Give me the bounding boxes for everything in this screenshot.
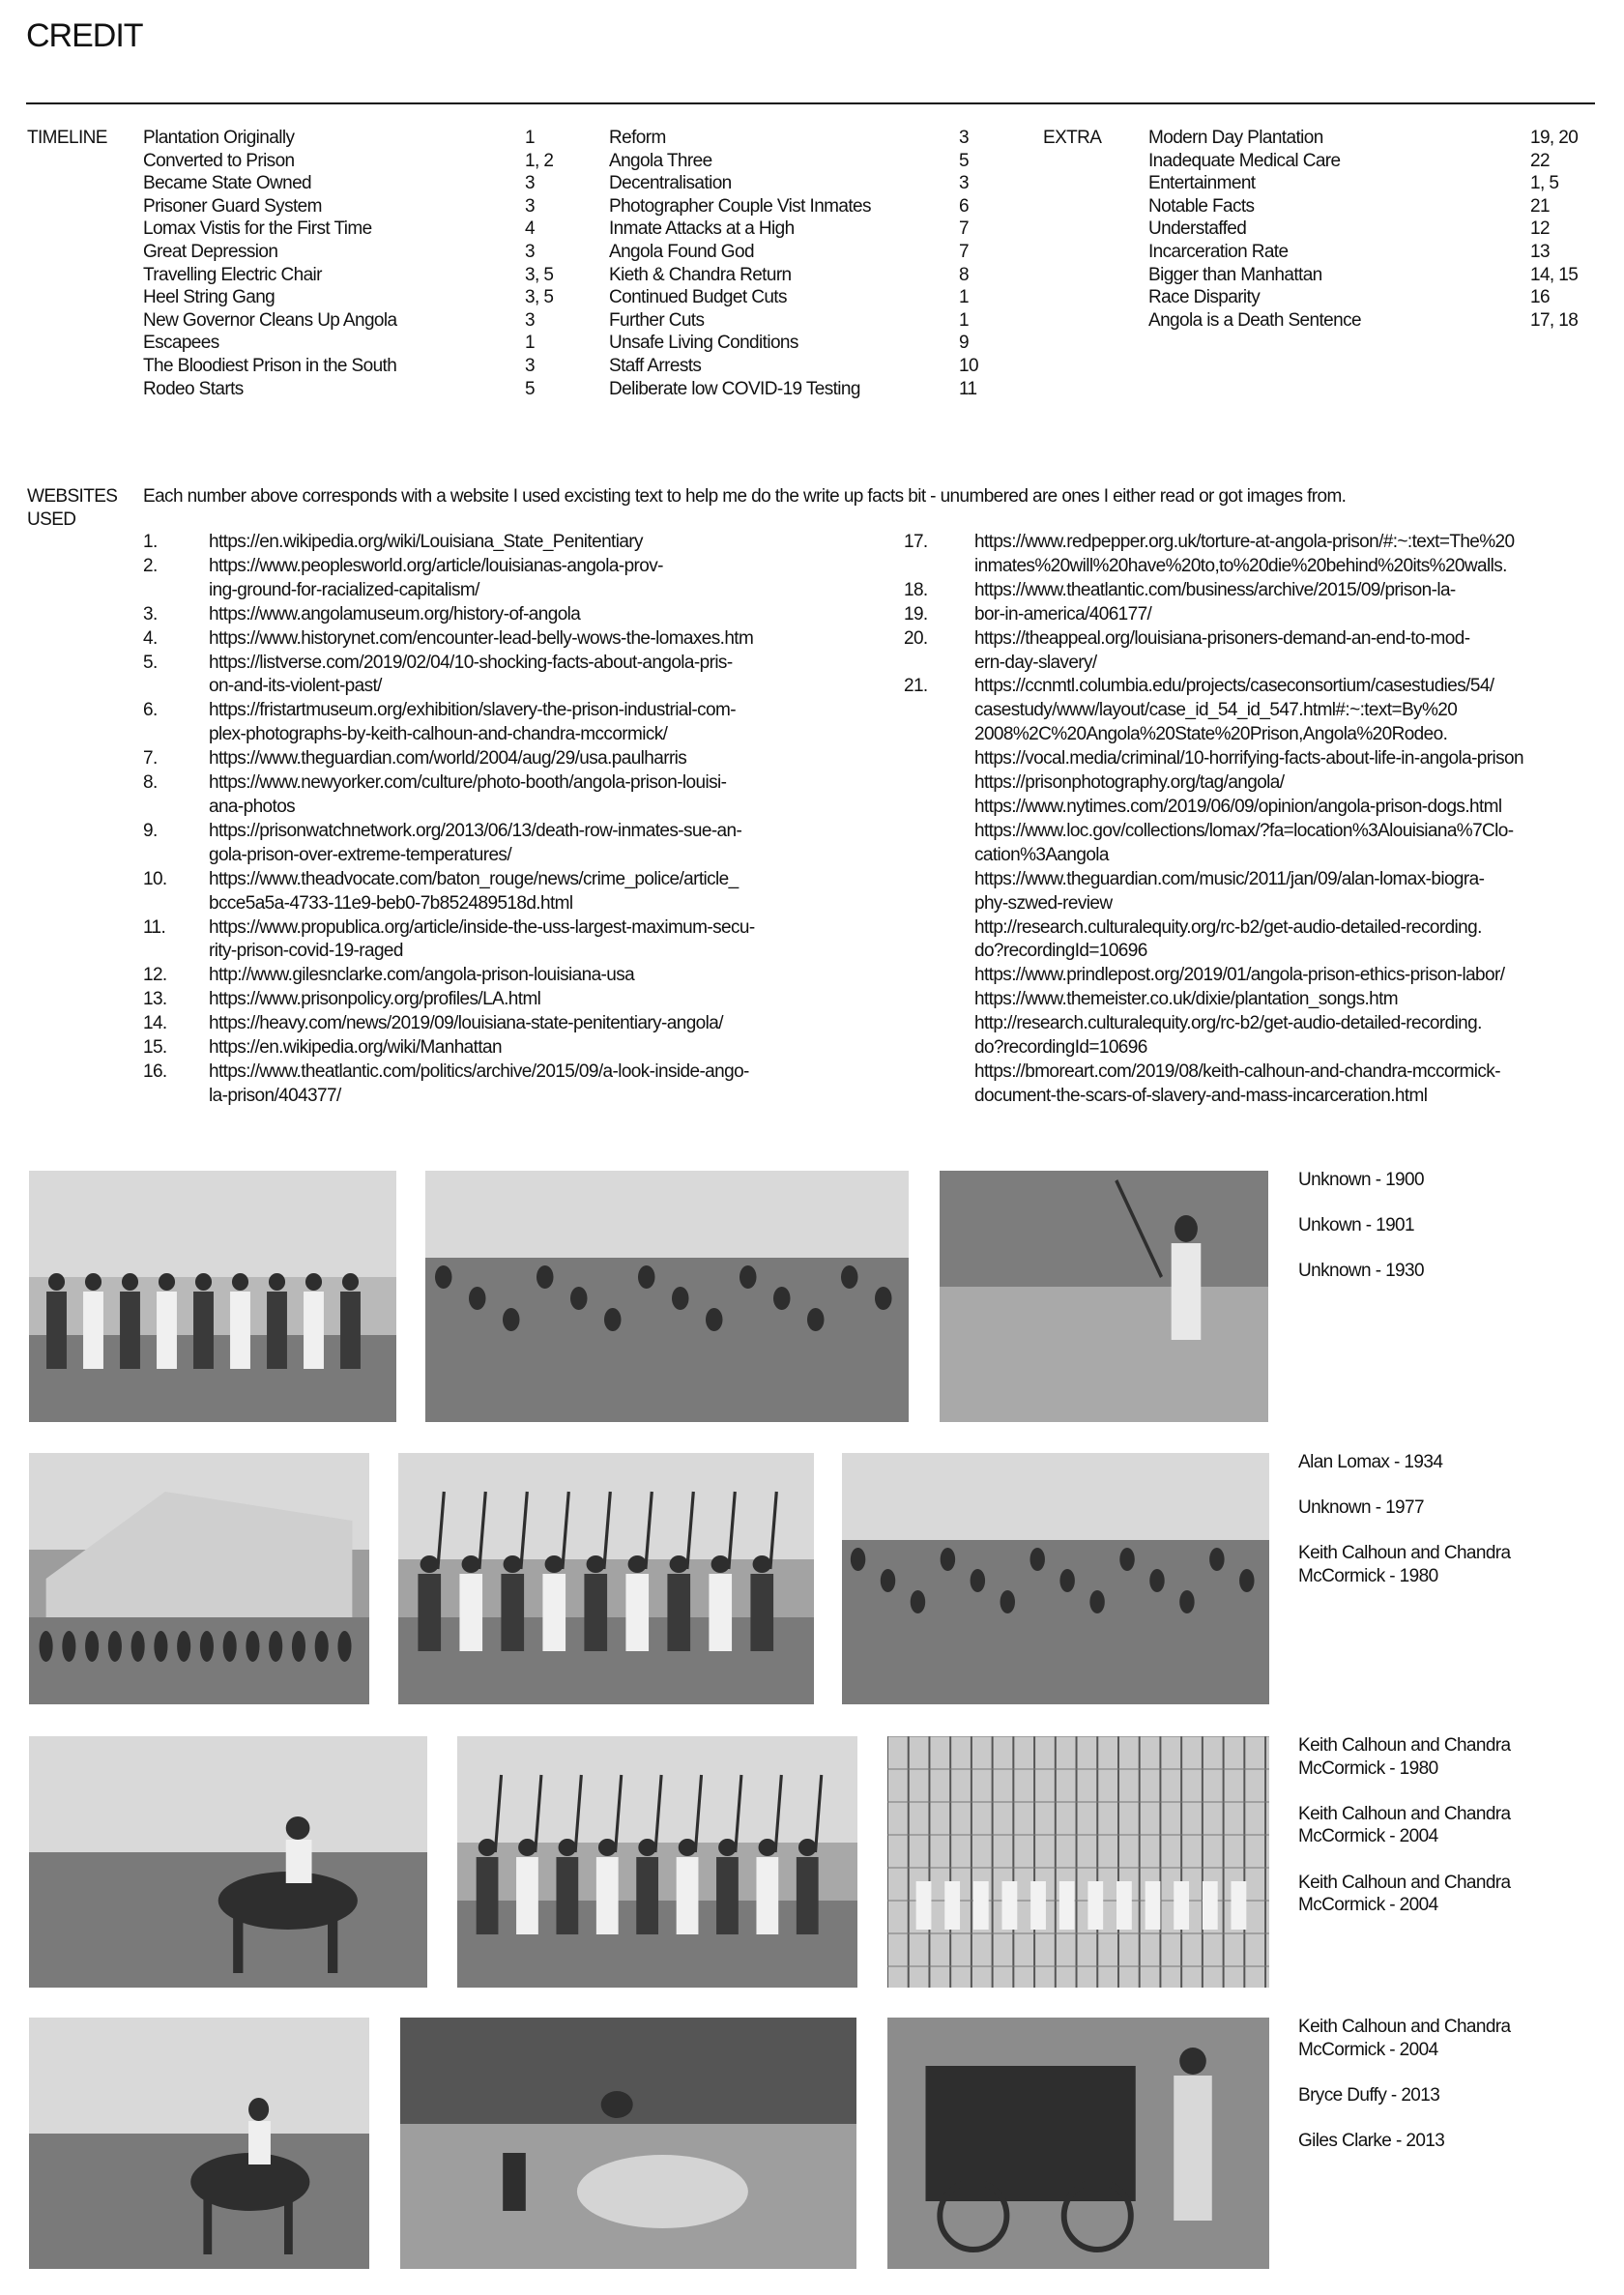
timeline-entry [143,241,549,264]
entry-title: Angola is a Death Sentence [1148,309,1361,331]
entry-ref: 4 [525,218,535,240]
entry-title: Decentralisation [609,173,732,194]
website-number: 17. [904,532,928,552]
entry-ref: 10 [959,355,978,376]
timeline-entry [143,378,549,401]
entry-title: Race Disparity [1148,287,1261,308]
photo-caption: Unknown - 1930 [1298,1261,1424,1282]
entry-title: Inmate Attacks at a High [609,218,795,240]
entry-ref: 3 [525,309,535,331]
photo-guard-rifle-1930 [940,1171,1268,1422]
website-item [904,1012,1595,1060]
entry-title: New Governor Cleans Up Angola [143,309,397,331]
timeline-entry [609,172,976,195]
website-item [143,820,820,868]
entry-ref: 1 [959,309,969,331]
website-item [904,820,1595,868]
entry-title: Notable Facts [1148,195,1255,217]
timeline-label: TIMELINE [27,128,107,148]
website-item [143,627,820,652]
website-item [904,531,1595,579]
entry-title: Became State Owned [143,173,312,194]
website-url: https://www.angolamuseum.org/history-of-angola [209,603,581,625]
timeline-entry [609,286,976,309]
website-url: https://listverse.com/2019/02/04/10-shocking-facts-about-angola-pris- on-and-its-violent-past/ [209,652,733,697]
entry-ref: 3, 5 [525,287,554,308]
website-url: bor-in-america/406177/ [974,603,1152,625]
timeline-entry [143,150,554,173]
entry-ref: 1, 2 [525,150,554,171]
website-number: 10. [143,868,167,889]
entry-title: Converted to Prison [143,150,295,171]
entry-title: Travelling Electric Chair [143,264,322,285]
extra-column [1148,127,1583,332]
entry-ref: 17, 18 [1530,309,1579,331]
website-url: https://www.nytimes.com/2019/06/09/opinion/angola-prison-dogs.html [974,796,1502,817]
website-url: https://www.peoplesworld.org/article/louisianas-angola-prov- ing-ground-for-racialized-capitalism/ [209,555,663,600]
website-item [143,531,820,555]
entry-title: Staff Arrests [609,355,702,376]
website-url: https://www.theatlantic.com/politics/archive/2015/09/a-look-inside-ango- la-prison/404377/ [209,1060,749,1106]
website-item [904,1060,1595,1109]
website-item [143,771,820,820]
title-divider [26,102,1595,104]
entry-ref: 3 [959,128,969,148]
entry-ref: 3 [525,195,535,217]
photo-workers-hoes-2004 [457,1736,857,1988]
entry-title: Prisoner Guard System [143,195,322,217]
timeline-column-2 [609,127,976,400]
timeline-entry [1148,218,1583,241]
photo-caption: Giles Clarke - 2013 [1298,2130,1445,2151]
photo-caption: Keith Calhoun and Chandra McCormick - 2004 [1298,2017,1511,2060]
website-number: 8. [143,772,158,794]
photo-caption: Unkown - 1901 [1298,1215,1414,1236]
website-number: 7. [143,748,158,770]
entry-ref: 11 [959,378,977,399]
website-url: http://research.culturalequity.org/rc-b2/get-audio-detailed-recording. do?recordingId=10696 [974,916,1482,962]
website-item [143,964,820,988]
website-item [143,868,820,916]
timeline-entry [143,355,549,378]
entry-ref: 5 [525,378,535,399]
website-url: https://www.propublica.org/article/inside-the-uss-largest-maximum-secu- rity-prison-covid-19-raged [209,916,755,962]
timeline-entry [609,332,976,355]
website-url: https://heavy.com/news/2019/09/louisiana-state-penitentiary-angola/ [209,1013,723,1034]
photo-caption: Keith Calhoun and Chandra McCormick - 2004 [1298,1803,1511,1847]
photo-caption: Keith Calhoun and Chandra McCormick - 1980 [1298,1543,1511,1586]
entry-title: Continued Budget Cuts [609,287,787,308]
website-item [904,964,1595,988]
website-number: 9. [143,820,158,841]
timeline-entry [143,332,549,355]
entry-ref: 3 [959,173,969,194]
website-item [143,1012,820,1036]
website-item [143,652,820,700]
timeline-entry [143,286,554,309]
entry-ref: 8 [959,264,969,285]
website-item [143,747,820,771]
entry-title: Incarceration Rate [1148,241,1289,262]
photo-convict-gang-1900 [29,1171,396,1422]
entry-ref: 13 [1530,241,1550,262]
entry-ref: 12 [1530,218,1550,240]
entry-title: Angola Found God [609,241,754,262]
entry-ref: 3 [525,355,535,376]
entry-title: Bigger than Manhattan [1148,264,1322,285]
timeline-entry [143,172,549,195]
photo-barracks-1934 [29,1453,369,1704]
entry-title: Lomax Vistis for the First Time [143,218,372,240]
website-url: https://www.theguardian.com/world/2004/aug/29/usa.paulharris [209,748,687,770]
website-number: 2. [143,555,158,576]
website-url: http://research.culturalequity.org/rc-b2/get-audio-detailed-recording. do?recordingId=10696 [974,1013,1482,1059]
website-item [904,627,1595,676]
website-item [143,603,820,627]
photo-caption: Keith Calhoun and Chandra McCormick - 2004 [1298,1872,1511,1916]
entry-title: Rodeo Starts [143,378,244,399]
websites-intro: Each number above corresponds with a website I used excisting text to help me do the write up facts bit - unumbered are ones I either read or got images from. [143,486,1347,507]
entry-title: Kieth & Chandra Return [609,264,792,285]
entry-title: Escapees [143,333,219,354]
website-item [904,675,1595,747]
timeline-entry [609,150,976,173]
website-item [143,988,820,1012]
entry-title: Understaffed [1148,218,1247,240]
websites-label-line1: WEBSITES [27,486,118,507]
photo-rider-field-2004 [29,2018,369,2269]
entry-title: The Bloodiest Prison in the South [143,355,397,376]
photo-captions [1298,1734,1511,1939]
website-url: https://www.theadvocate.com/baton_rouge/news/crime_police/article_ bcce5a5a-4733-11e9-beb0-7b852489518d.html [209,868,739,914]
entry-title: Entertainment [1148,173,1256,194]
website-item [904,579,1595,603]
photo-mounted-guard-1980 [29,1736,427,1988]
timeline-entry [609,241,976,264]
entry-ref: 19, 20 [1530,128,1579,148]
timeline-entry [609,355,976,378]
website-number: 18. [904,579,928,600]
timeline-entry [143,218,549,241]
page-title: CREDIT [26,17,143,54]
entry-title: Great Depression [143,241,278,262]
photo-caption: Keith Calhoun and Chandra McCormick - 1980 [1298,1735,1511,1779]
websites-label [27,485,117,531]
website-url: https://www.newyorker.com/culture/photo-booth/angola-prison-louisi- ana-photos [209,772,727,817]
entry-ref: 6 [959,195,969,217]
entry-title: Heel String Gang [143,287,276,308]
timeline-entry [1148,127,1583,150]
website-url: https://prisonphotography.org/tag/angola/ [974,772,1285,794]
entry-title: Modern Day Plantation [1148,128,1323,148]
website-url: https://theappeal.org/louisiana-prisoners-demand-an-end-to-mod- ern-day-slavery/ [974,627,1470,673]
website-url: https://en.wikipedia.org/wiki/Louisiana_State_Penitentiary [209,532,643,552]
entry-title: Photographer Couple Vist Inmates [609,195,871,217]
timeline-entry [1148,264,1583,287]
timeline-entry [1148,286,1583,309]
entry-title: Plantation Originally [143,128,295,148]
websites-label-line2: USED [27,508,76,530]
website-number: 11. [143,916,166,938]
website-item [143,916,820,965]
website-number: 12. [143,965,167,986]
website-url: https://www.themeister.co.uk/dixie/plantation_songs.htm [974,989,1399,1010]
timeline-entry [143,264,554,287]
website-url: https://www.historynet.com/encounter-lead-belly-wows-the-lomaxes.htm [209,627,754,649]
website-item [904,796,1595,820]
website-item [904,603,1595,627]
entry-ref: 5 [959,150,969,171]
timeline-entry [1148,241,1583,264]
timeline-entry [143,309,549,333]
photo-captions [1298,1451,1511,1611]
website-item [143,555,820,603]
website-item [904,771,1595,796]
timeline-entry [143,195,549,218]
timeline-entry [609,378,976,401]
website-url: https://prisonwatchnetwork.org/2013/06/13/death-row-inmates-sue-an- gola-prison-over-extreme-temperatures/ [209,820,742,865]
website-item [143,1036,820,1060]
website-number: 21. [904,676,928,697]
website-url: https://www.loc.gov/collections/lomax/?fa=location%3Alouisiana%7Clo- cation%3Aangola [974,820,1514,865]
websites-list-left [143,531,820,1109]
timeline-entry [1148,150,1583,173]
entry-ref: 21 [1530,195,1550,217]
photo-captions [1298,1169,1424,1306]
website-url: https://bmoreart.com/2019/08/keith-calhoun-and-chandra-mccormick- document-the-scars-of-slavery-and-mass-incarceration.html [974,1060,1500,1106]
entry-title: Reform [609,128,666,148]
website-url: https://ccnmtl.columbia.edu/projects/caseconsortium/casestudies/54/ casestudy/www/layout/case_id_54_id_547.html#:~:text=By%20 2008%2C%20Angola%20State%20Prison,Angola%20Rodeo. [974,676,1494,745]
website-url: https://fristartmuseum.org/exhibition/slavery-the-prison-industrial-com- plex-photographs-by-keith-calhoun-and-chandra-mccormick/ [209,700,736,745]
photo-field-workers-1901 [425,1171,909,1422]
timeline-entry [609,127,976,150]
timeline-entry [1148,172,1583,195]
photo-caption: Unknown - 1977 [1298,1497,1424,1519]
entry-title: Deliberate low COVID-19 Testing [609,378,860,399]
entry-title: Angola Three [609,150,712,171]
timeline-entry [143,127,549,150]
websites-list-right [904,531,1595,1109]
website-number: 6. [143,700,158,721]
timeline-column-1 [143,127,554,400]
website-url: https://www.prisonpolicy.org/profiles/LA.html [209,989,541,1010]
website-number: 16. [143,1060,167,1082]
website-number: 14. [143,1013,167,1034]
entry-ref: 16 [1530,287,1550,308]
entry-title: Further Cuts [609,309,705,331]
entry-ref: 1 [525,333,535,354]
entry-title: Inadequate Medical Care [1148,150,1341,171]
entry-ref: 22 [1530,150,1550,171]
photo-hoe-line-1977 [398,1453,814,1704]
photo-fence-yard-2004 [887,1736,1269,1988]
website-number: 20. [904,627,928,649]
entry-ref: 1 [525,128,535,148]
entry-ref: 1, 5 [1530,173,1559,194]
website-url: https://vocal.media/criminal/10-horrifying-facts-about-life-in-angola-prison [974,748,1523,770]
photo-rodeo-bull-2013 [400,2018,856,2269]
entry-ref: 7 [959,241,969,262]
photo-field-labor-1980 [842,1453,1269,1704]
website-item [904,747,1595,771]
entry-ref: 9 [959,333,969,354]
website-url: https://www.theguardian.com/music/2011/jan/09/alan-lomax-biogra- phy-szwed-review [974,868,1485,914]
entry-ref: 3 [525,241,535,262]
timeline-entry [609,264,976,287]
photo-hearse-2013 [887,2018,1269,2269]
entry-title: Unsafe Living Conditions [609,333,798,354]
timeline-entry [609,309,976,333]
photo-caption: Unknown - 1900 [1298,1170,1424,1190]
timeline-entry [609,195,976,218]
timeline-entry [1148,195,1583,218]
website-number: 1. [143,532,158,552]
website-item [904,868,1595,916]
photo-captions [1298,2016,1511,2175]
timeline-entry [609,218,976,241]
website-item [904,916,1595,965]
entry-ref: 1 [959,287,969,308]
website-url: https://www.prindlepost.org/2019/01/angola-prison-ethics-prison-labor/ [974,965,1505,986]
website-url: https://www.theatlantic.com/business/archive/2015/09/prison-la- [974,579,1456,600]
website-number: 5. [143,652,158,673]
website-url: http://www.gilesnclarke.com/angola-prison-louisiana-usa [209,965,635,986]
website-number: 4. [143,627,158,649]
website-item [143,699,820,747]
website-item [904,988,1595,1012]
website-number: 3. [143,603,158,625]
photo-caption: Alan Lomax - 1934 [1298,1452,1443,1472]
extra-label: EXTRA [1043,128,1102,148]
photo-caption: Bryce Duffy - 2013 [1298,2084,1440,2106]
website-number: 13. [143,989,167,1010]
website-item [143,1060,820,1109]
entry-ref: 14, 15 [1530,264,1579,285]
entry-ref: 3, 5 [525,264,554,285]
website-number: 19. [904,603,928,625]
website-url: https://www.redpepper.org.uk/torture-at-angola-prison/#:~:text=The%20 inmates%20will%20have%20to,to%20die%20behind%20its%20walls. [974,532,1515,576]
entry-ref: 7 [959,218,969,240]
website-number: 15. [143,1037,167,1059]
entry-ref: 3 [525,173,535,194]
timeline-entry [1148,309,1583,333]
website-url: https://en.wikipedia.org/wiki/Manhattan [209,1037,502,1059]
